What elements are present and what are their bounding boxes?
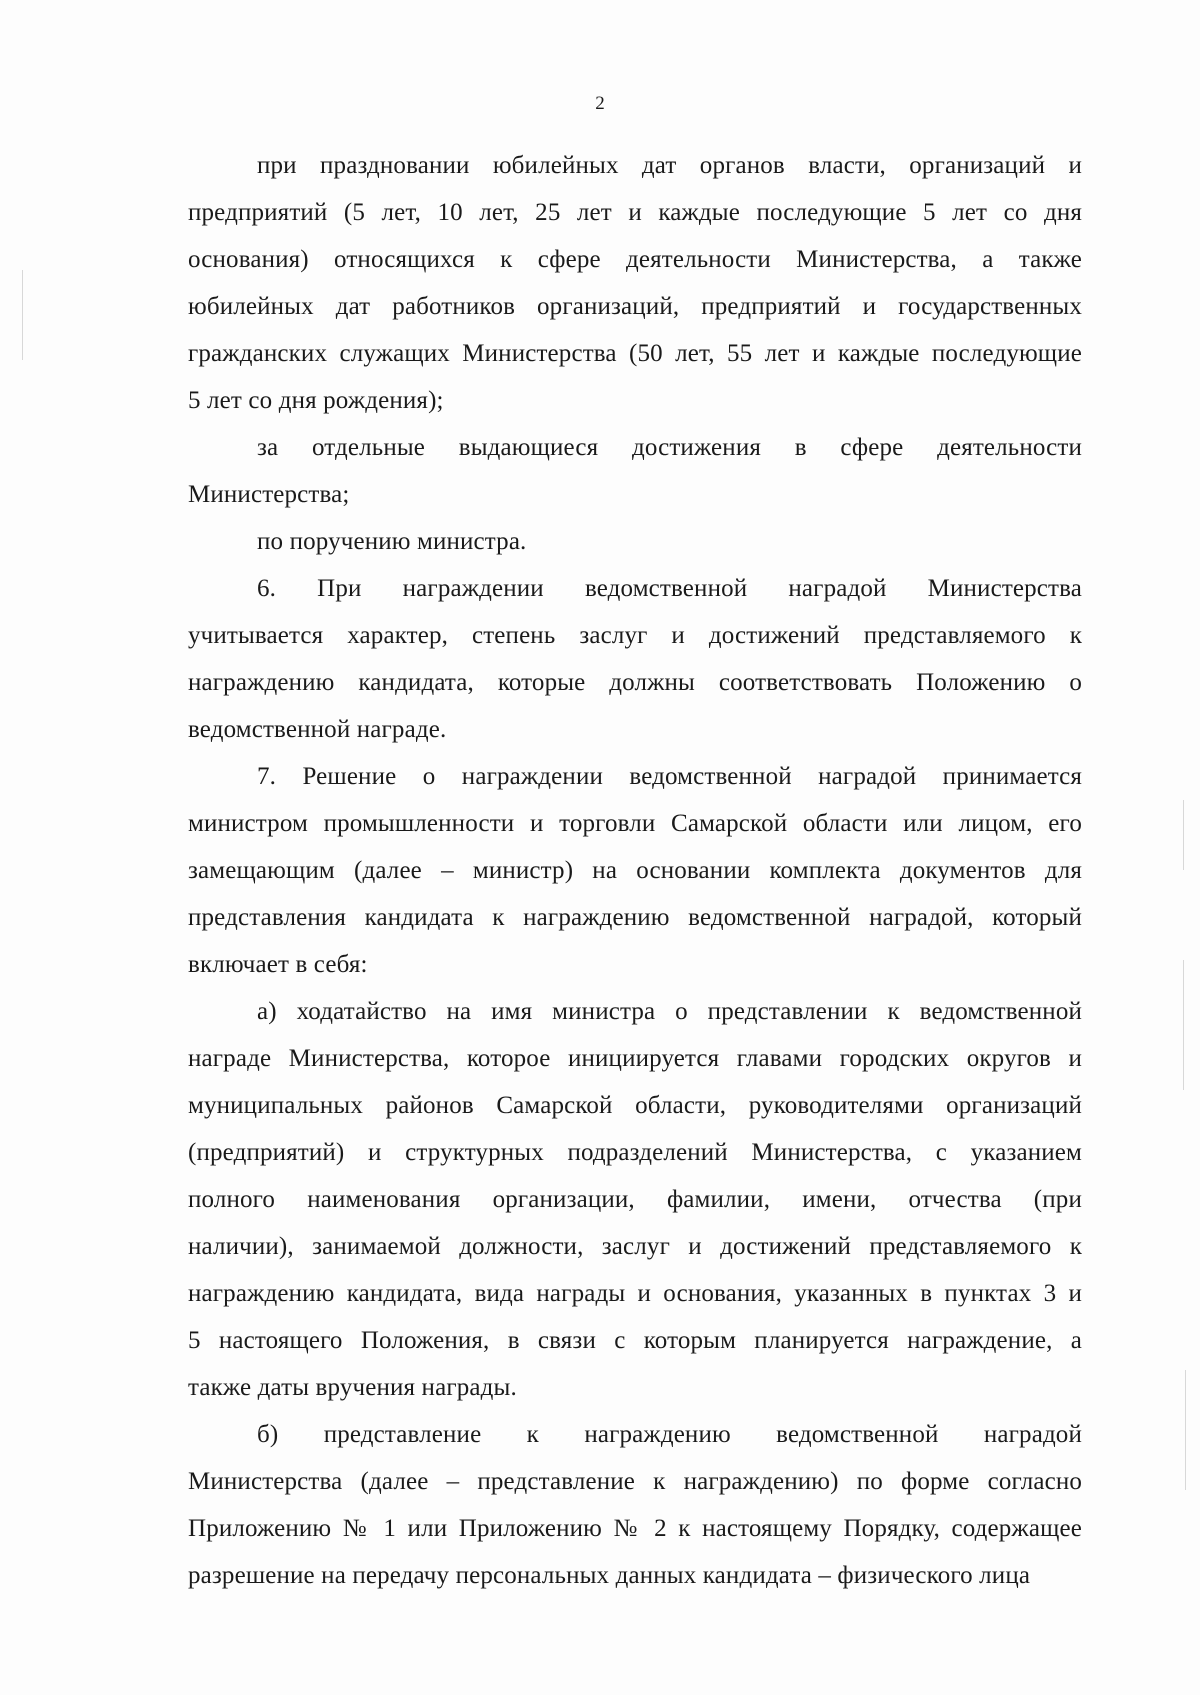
paragraph-p7 [188, 1411, 1082, 1599]
text-line: полного наименования организации, фамилии, имени, отчества (при [188, 1186, 1082, 1213]
text-line: по поручению министра. [257, 528, 527, 555]
text-line: наличии), занимаемой должности, заслуг и достижений представляемого к [188, 1233, 1082, 1260]
text-line: а) ходатайство на имя министра о представлении к ведомственной [257, 998, 1082, 1025]
text-line: ведомственной награде. [188, 716, 447, 743]
paragraph-p1 [188, 142, 1082, 424]
paragraph-p2 [188, 424, 1082, 518]
text-line: замещающим (далее – министр) на основании комплекта документов для [188, 857, 1082, 884]
text-line: б) представление к награждению ведомственной наградой [257, 1421, 1082, 1448]
text-line: награде Министерства, которое инициируется главами городских округов и [188, 1045, 1082, 1072]
text-line: министром промышленности и торговли Самарской области или лицом, его [188, 810, 1082, 837]
document-body [188, 142, 1082, 1599]
text-line: 5 лет со дня рождения); [188, 387, 444, 414]
text-line: юбилейных дат работников организаций, предприятий и государственных [188, 293, 1082, 320]
paragraph-p4 [188, 565, 1082, 753]
scan-artifact [1183, 960, 1184, 1090]
text-line: 5 настоящего Положения, в связи с которым планируется награждение, а [188, 1327, 1082, 1354]
text-line: учитывается характер, степень заслуг и достижений представляемого к [188, 622, 1082, 649]
text-line: (предприятий) и структурных подразделений Министерства, с указанием [188, 1139, 1082, 1166]
text-line: разрешение на передачу персональных данных кандидата – физического лица [188, 1562, 1031, 1589]
text-line: при праздновании юбилейных дат органов власти, организаций и [257, 152, 1082, 179]
page-number: 2 [595, 93, 605, 114]
paragraph-p3 [188, 518, 1082, 565]
paragraph-p6 [188, 988, 1082, 1411]
text-line: предприятий (5 лет, 10 лет, 25 лет и каждые последующие 5 лет со дня [188, 199, 1082, 226]
text-line: за отдельные выдающиеся достижения в сфере деятельности [257, 434, 1082, 461]
text-line: награждению кандидата, которые должны соответствовать Положению о [188, 669, 1082, 696]
scan-artifact [1185, 1370, 1186, 1490]
scan-artifact [22, 270, 23, 360]
text-line: представления кандидата к награждению ведомственной наградой, который [188, 904, 1082, 931]
text-line: награждению кандидата, вида награды и основания, указанных в пунктах 3 и [188, 1280, 1082, 1307]
text-line: Министерства; [188, 481, 350, 508]
scan-artifact [1183, 800, 1184, 870]
paragraph-p5 [188, 753, 1082, 988]
text-line: включает в себя: [188, 951, 368, 978]
text-line: также даты вручения награды. [188, 1374, 517, 1401]
text-line: Министерства (далее – представление к награждению) по форме согласно [188, 1468, 1082, 1495]
text-line: 7. Решение о награждении ведомственной наградой принимается [257, 763, 1082, 790]
text-line: Приложению № 1 или Приложению № 2 к настоящему Порядку, содержащее [188, 1515, 1082, 1542]
text-line: 6. При награждении ведомственной наградой Министерства [257, 575, 1082, 602]
text-line: основания) относящихся к сфере деятельности Министерства, а также [188, 246, 1082, 273]
text-line: гражданских служащих Министерства (50 лет, 55 лет и каждые последующие [188, 340, 1082, 367]
text-line: муниципальных районов Самарской области, руководителями организаций [188, 1092, 1082, 1119]
